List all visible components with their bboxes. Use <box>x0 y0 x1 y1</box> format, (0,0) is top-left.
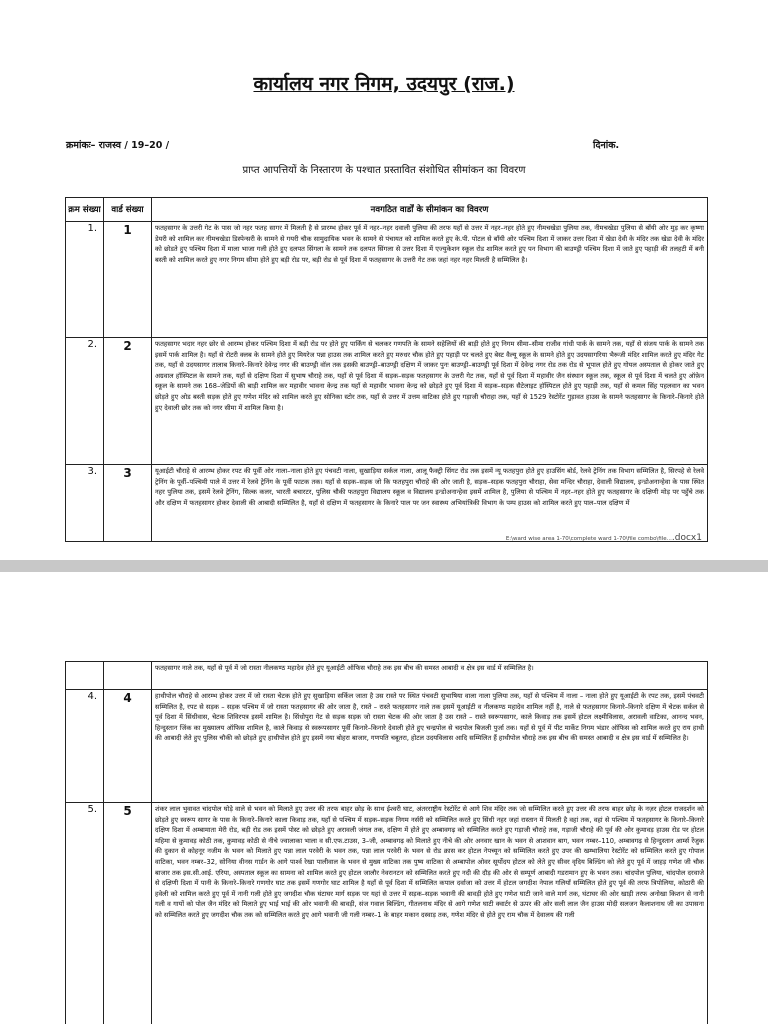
boundary-description <box>152 338 708 465</box>
boundary-description <box>152 803 708 1024</box>
office-title: कार्यालय नगर निगम, उदयपुर (राज.) <box>253 73 515 95</box>
boundary-description-text: हाथीपोल चौराहे से आरम्भ होकर उत्तर में जो रास्ता चेटक होते हुए सुखाड़िया सर्किल जाता है उस रास्ते पर स्थित पंचवटी सुभाषिया वाला नाला पुलिया तक, यहाँ से पश्चिम में नाला – नाला होते हुए यूआईटी के रपट तक, इसमें पंचवटी सम्मिलित है, रपट से सड़क – सड़क पश्चिम में जो रास्ता फतहसागर की ओर जाता है, रास्ते – रास्ते फतहसागर नाले तक इसमें यूआईटी व नीलकण्ठ महादेव शामिल नहीं है, नाले से फतहसागर किनारे–किनारे दक्षिण में चेटक सर्कल से पूर्व दिशा में सिंधीवास, चेटक शिविरपत्र इसमें शामिल है। सिंधोपुरा गेट से सड़क सड़क जो रास्ता चेटक की ओर जाता है उस रास्ते – रास्ते स्वरूपसागर, काले किवाड़ तक इसमें होटल लक्ष्मीविलास, अरावली वाटिका, आनन्द भवन, हिन्दुस्तान जिंक का मुख्यालय ऑफिस शामिल है, काले किवाड़ से स्वरूपसागर पूर्वी किनारे–किनारे देवाली होते हुए चन्द्रपोल से चदपोल बिजली पुर्जा तक। यहाँ से पूर्व में पीट मार्केट निगम भंडार ऑफिस को शामिल करते हुए राय हाथी की आबादी लेते हुए पुलिस चौकी को छोड़ते हुए हाथीपोल होते हुए इसमें नया बोहरा बाजार, गणपति चबूतरा, होटल उदयविलास आदि सम्मिलित हैं हाथीपोल चौराहे तक इस बीच की समस्त आबादी व क्षेत्र इस वार्ड में सम्मिलित है। <box>155 692 704 743</box>
table-row <box>66 690 708 803</box>
boundary-description: फतहसागर के उत्तरी गेट के पास जो नहर फतह सागर में मिलती है से प्रारम्भ होकर पूर्व में नहर–नहर दवाली पुलिया की तरफ यहाँ से उत्तर में नहर–नहर होते हुए नीमचखेडा पुलिया तक, नीमचखेडा पुलिया से बाँयी ओर मुड़ कर कृष्णा डेयरी को शामिल कर नीमचखेडा डिस्पेन्सरी के सामने से गयरी चौक सामुदायिक भवन के सामने से पंचायत को शामिल करते हुए के.पी. पोटल से बाँयी ओर पश्चिम दिशा में जाकर उत्तर दिशा में खेडा देवी के मंदिर तक खेडा देवी के मंदिर को छोडते हुए पश्चिम दिशा में माला भाजा गली होते हुए दलपत सिंगला के सामने तक दलपत सिंगला से उत्तर दिशा में एज्युकेशन स्कूल रोड शामिल करते हुए पन विभाग की बाउण्ड्री पश्चिम दिशा में जाते हुए पहाड़ी की तलहटी में बनी बस्ती को शामिल करते हुए नगर निगम सीमा होते हुए बड़ी रोड पर, बड़ी रोड से पूर्व दिशा में फतहसागर के उत्तरी गेट तक जहां नहर नहर मिलती है सम्मिलित है। <box>152 222 708 338</box>
header-ward: वार्ड संख्या <box>104 198 152 222</box>
serial-number: 2. <box>66 338 104 465</box>
page-footer <box>506 533 702 543</box>
ward-number: 4 <box>104 690 152 803</box>
boundary-description-text: शंकर लाल भुवावत चांदपोल घोड़े वाले से भवन को मिलाते हुए उत्तर की तरफ बाहर छोड़ के साथ ईश्वरी घाट, अंतरराष्ट्रीय रेस्टोरेंट से आगे शिव मंदिर तक जो सम्मिलित करते हुए उत्तर की तरफ बाहर छोड़ के नज़र होटल राजदर्शन को छोड़ते हुए स्वरूप सागर के पास के किनारे–किनारे काला किवाड़ तक, यहाँ से पश्चिम में सड़क–सड़क निगम नर्सरी को सम्मिलित करते हुए सिंधी नहर जहां रास्तान में मिलती है वहां तक, वहां से पश्चिम में फतहसागर के किनारे–किनारे दक्षिण दिशा में अम्बामाता मेरी रोड, बड़ी रोड तक इसमें पोस्ट को छोड़ते हुए अरावली जंगल तक, दक्षिण में होते हुए अम्बावगढ़ को सम्मिलित करते हुए गड़ाजी चौराहे तक, गड़ाजी चौराहे की पूर्व की ओर कुमावड़ हाउस रोड पर होटल महिमा से कुमावड़ कोठी तक, कुमावड़ कोठी से नीचे ज्वालाका भाला व सी.एफ.टाउस, 3–जी, अम्बावगढ़ को मिलाते हुए नीचे की ओर अनवार खान के भवन से आशवान बाग, भवन नम्बर–110, अम्बावगढ़ से हिन्दुस्तान आर्म्स रेंजुक की दुकान से कोहनूर नजीम के भवन को मिलाते हुए पन्ना लाल परवेरी के भवन तक, पन्ना लाल परवेरी के भवन से रोड क्रास कर होटल नेपच्यून को सम्मिलित करते हुए उपर की खम्भालिया रेस्टोरेंट को सम्मिलित करते हुए गोपाल वाटिका, भवन नम्बर–32, सोनिया वीनस गार्डन के आगे पार्श्व रेखा पालीवाल के भवन से मुख्य वाटिका तक पुष्य वाटिका से अम्बापोल ओवर सूर्योदय होटल को लेते हुए सीवर वृदिय बिल्डिंग को लेते हुए पूर्व में जाहड़ गणेश जी चौक बाजार तक इस.सी.आई. एरिया, अस्पताल स्कूल का सामना को शामिल करते हुए होटल जालौर नेवरानटन को सम्मिलित करते हुए नदी की दौड़ की ओर से सम्पूर्ण आबादी गडरामान हुए के भवन तक। चांदपोल पुलिया, चांदपोल दरवाजे से दक्षिणी दिशा में पानी के किनारे–किनारे गणगोर घाट तक इसमें गणगोर घाट शामिल है यहाँ से पूर्व दिशा में सम्मिलित कपाल दर्वाजा को उत्तर में होटल जगदीश नेपाल गलियाँ सम्मिलित होते हुए पूर्व की तरफ त्रिपोलिया, कोठारी की हवेली को शामिल करते हुए पूर्व में नानी गली होते हुए जगदीश चौक घंटाघर मार्ग सड़क पर यहां से उत्तर में सड़क–सड़क भवानी की बावड़ी होते हुए गणेश घाटी जाने वाले मार्ग तक, घंटाघर की ओर खाड़ी तरफ अनोखा किशन से नानी गली व गायों को पोल जैन मंदिर को मिलाते हुए भाई भाई की ओर भवानी की बावड़ी, संज गवाल बिल्डिंग, गीतलनाथ मंदिर से आगे गणेश घाटी क्वार्टर से ऊपर की ओर सली लाल जैन हाउस मोदी सलजन कैलाशनाथ जी का उपासना को सम्मिलित करते हुए जगदीश चौक तक को सम्मिलित करते हुए आगे भवानी जी गली नम्बर–1 के बाहर मकान दस्वाड़ तक, गणेश मंदिर से होते हुए राम चौक में देवालय की गली <box>155 805 704 919</box>
table-row <box>66 803 708 1024</box>
date-label: दिनांक. <box>593 140 620 151</box>
footer-page-mark: .docx1 <box>671 533 702 543</box>
ward-number: 3 <box>104 465 152 542</box>
boundary-description-text: फतहसागर भदार नहर छोर से आरम्भ होकर पश्चिम दिशा में बड़ी रोड पर होते हुए पार्किंग से चलकर गणपति के सामने सहेलियों की बाड़ी होते हुए निगम सीमा–सीमा राजीव गांधी पार्क के सामने तक, यहाँ से संजय पार्क के सामने तक इसमें पार्क शामिल है। यहाँ से रोटरी क्लब के सामने होते हुए मियरेज पन्ना हाउस तक शामिल करते हुए मरुधर चौक होते हुए पहाड़ी पर चलते हुए बेस्ट वैल्यू स्कूल के सामने होते हुए उदयसागरिया भैरूजी मंदिर शामिल करते हुए मंदिर गेट तक, यहाँ से उदयसागर तालाब किनारे–किनारे देवेन्द्र नगर की बाउण्ड्री वॉल तक इसकी बाउण्ड्री–बाउण्ड्री दक्षिण में जाकर पुनः बाउण्ड्री–बाउण्ड्री पूर्व दिशा में देवेन्द्र नगर रोड तक रोड से भूपाल होते हुए गोयल अस्पताल से होकर जाते हुए अग्रवाल हॉस्पिटल के सामने तक, यहाँ से दक्षिण दिशा में सुभाष चौराहे तक, यहाँ से पूर्व दिशा में सड़क–सड़क फतहसागर के उत्तरी गेट तक, यहाँ से पूर्व दिशा में महावीर जैन संस्थान स्कूल तक, स्कूल से पूर्व दिशा में चलते हुए ऑफ़ेन स्कूल के सामने तक 168–जेडियों की बाड़ी शामिल कर महावीर भावना केन्द्र तक यहाँ से महावीर भावना केन्द्र को छोड़ते हुए पूर्व दिशा में सड़क–सड़क सैटेलाइट हॉस्पिटल होते हुए पहाड़ी तक, यहाँ से कमल सिंह पहलवान का भवन छोड़ते हुए ओड बस्ती सड़क होते हुए गणेश मंदिर को शामिल करते हुए सोनिका स्टोर तक, यहाँ से उत्तर में उत्तम वाटिका होते हुए गड़ाजी चौराहा तक, यहाँ से 1529 रेस्टोरेंट गुड़ावत हाउस के सामने फतहसागर के किनारे–किनारे होते हुए देवाली छोर तक को नगर सीमा में शामिल किया है। <box>155 340 704 412</box>
serial-number <box>66 662 104 690</box>
serial-number: 5. <box>66 803 104 1024</box>
table-header-row <box>66 198 708 222</box>
table-row <box>66 338 708 465</box>
boundary-description <box>152 690 708 803</box>
footer-path: E:\ward wise area 1-70\complete ward 1-70\file combo\file... <box>505 536 672 542</box>
ward-boundary-table <box>65 197 708 542</box>
ward-number: 2 <box>104 338 152 465</box>
boundary-description: फतहसागर नाले तक, यहाँ से पूर्व में जो रास्ता नीलकण्ठ महादेव होते हुए यूआईटी ऑफिस चौराहे तक इस बीच की समस्त आबादी व क्षेत्र इस वार्ड में सम्मिलित है। <box>152 662 708 690</box>
boundary-description <box>152 465 708 542</box>
table-row <box>66 465 708 542</box>
ward-number: 1 <box>104 222 152 338</box>
document-page-2 <box>0 572 768 1024</box>
serial-number: 4. <box>66 690 104 803</box>
header-description: नवगठित वार्डों के सीमांकन का विवरण <box>152 198 708 222</box>
serial-number: 3. <box>66 465 104 542</box>
ward-number: 5 <box>104 803 152 1024</box>
ward-number <box>104 662 152 690</box>
header-serial: क्रम संख्या <box>66 198 104 222</box>
serial-number: 1. <box>66 222 104 338</box>
table-row <box>66 662 708 690</box>
boundary-description-text: यूआईटी चौराहे से आरम्भ होकर रपट की पूर्वी ओर नाला–नाला होते हुए पंचवटी नाला, सुखाड़िया सर्कल नाला, आलू फैक्ट्री सिंगट रोड तक इसमें न्यू फतहपुरा होते हुए हाउसिंग बोर्ड, रेलवे ट्रेनिंग तक विभाग सम्मिलित है, सिरपहे से रेलवे ट्रेनिंग के पूर्वी–पश्चिमी पाले में उत्तर में रेलवे ट्रेनिंग के पूर्वी फाटक तक। यहाँ से सड़क–सड़क जो कि फतहपुरा चौराहे की ओर जाती है, सड़क–सड़क फतहपुरा चौराहा, सेवा मन्दिर चौराहा, देवाली विद्यालय, इन्डोअनान्हेवा के पास स्थित नहर पुलिया तक, इसमें रेलवे ट्रेनिंग, सिल्क कलर, भारती बचारटर, पुलिस चौकी फतहपुरा विद्यालय स्कूल व विद्यालय इन्डोअनान्हेवा इसमें शामिल है, पुलिया से पश्चिम में नहर–नहर होते हुए फतहसागर के दक्षिणी मोड़ पर पहुँचे तक और दक्षिण में फतहसागर होकर देवाली की आबादी सम्मिलित है, यहाँ से दक्षिण में फतहसागर के किनारे पाल पर जन स्वास्थ्य अभियांत्रिकी विभाग के पम्प हाउस को शामिल करते हुए पाल–पाल दक्षिण में <box>155 467 704 507</box>
ward-boundary-table-continued <box>65 661 708 1024</box>
table-row <box>66 222 708 338</box>
document-subtitle: प्राप्त आपत्तियों के निस्तारण के पश्चात प्रस्तावित संशोधित सीमांकन का विवरण <box>242 165 526 176</box>
reference-number: क्रमांकः– राजस्व / 19–20 / <box>66 140 170 151</box>
